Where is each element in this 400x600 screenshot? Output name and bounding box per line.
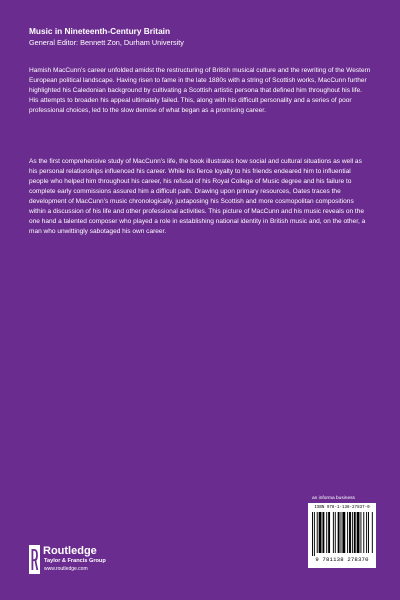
- blurb-paragraph-1: Hamish MacCunn’s career unfolded amidst the restructuring of British musical culture and the rewriting of the Western European political landscape. Having risen to fame in the late 1880s with a string of Scottish works, MacCunn further highlighted his Caledonian background by cultivating a Scottish artistic persona that defined him throughout his life. His attempts to broaden his appeal ultimately failed. This, along with his difficult personality and a series of poor professional choices, led to the slow demise of what began as a promising career.: [29, 67, 371, 114]
- barcode-bar: [335, 512, 336, 553]
- barcode-bar: [322, 512, 324, 553]
- barcode-digits: 9 781138 278370: [315, 556, 369, 563]
- isbn-text: ISBN 978-1-138-27837-0: [314, 506, 370, 510]
- blurb-paragraph-2: As the first comprehensive study of MacCunn’s life, the book illustrates how social and cultural situations as well as his personal relationships influenced his career. While his fierce loyalty to his friends endeared him to influential people who helped him throughout his career, his refusal of his Royal College of Music degree and his failure to complete early commissions assured him a difficult path. Drawing upon primary resources, Oates traces the development of MacCunn’s music chronologically, juxtaposing his Scottish and more cosmopolitan compositions within a discussion of his life and other professional activities. This picture of MacCunn and his music reveals on the one hand a talented composer who played a role in establishing national identity in British music and, on the other, a man who unwittingly sabotaged his own career.: [29, 158, 366, 235]
- series-title: Music in Nineteenth-Century Britain: [29, 26, 171, 36]
- barcode-bar: [357, 512, 360, 553]
- barcode-bar: [328, 512, 330, 553]
- barcode-bar: [314, 512, 315, 556]
- barcode-bar: [326, 512, 327, 553]
- routledge-r-logo-icon: [29, 545, 40, 574]
- barcode-bar: [317, 512, 318, 553]
- barcode-bar: [368, 512, 369, 553]
- barcode-bar: [319, 512, 322, 553]
- barcode-bar: [341, 512, 342, 553]
- barcode-bar: [349, 512, 351, 553]
- barcode-bar: [372, 512, 373, 553]
- publisher-name: Routledge: [43, 545, 97, 557]
- barcode-bar: [342, 512, 345, 553]
- barcode-bar: [352, 512, 353, 553]
- barcode-bar: [366, 512, 367, 553]
- barcode-bar: [333, 512, 334, 553]
- barcode-bar: [312, 512, 313, 556]
- series-editor: General Editor: Bennett Zon, Durham University: [29, 38, 184, 47]
- barcode-bar: [338, 512, 340, 553]
- barcode-bar: [347, 512, 348, 553]
- barcode-bar: [354, 512, 356, 553]
- barcode-bar: [360, 512, 361, 553]
- barcode-icon: [311, 512, 373, 556]
- barcode-bar: [363, 512, 364, 553]
- publisher-group: Taylor & Francis Group: [44, 558, 106, 564]
- publisher-url: www.routledge.com: [44, 566, 88, 572]
- barcode-panel: [308, 503, 376, 568]
- informa-tagline: an informa business: [312, 496, 355, 501]
